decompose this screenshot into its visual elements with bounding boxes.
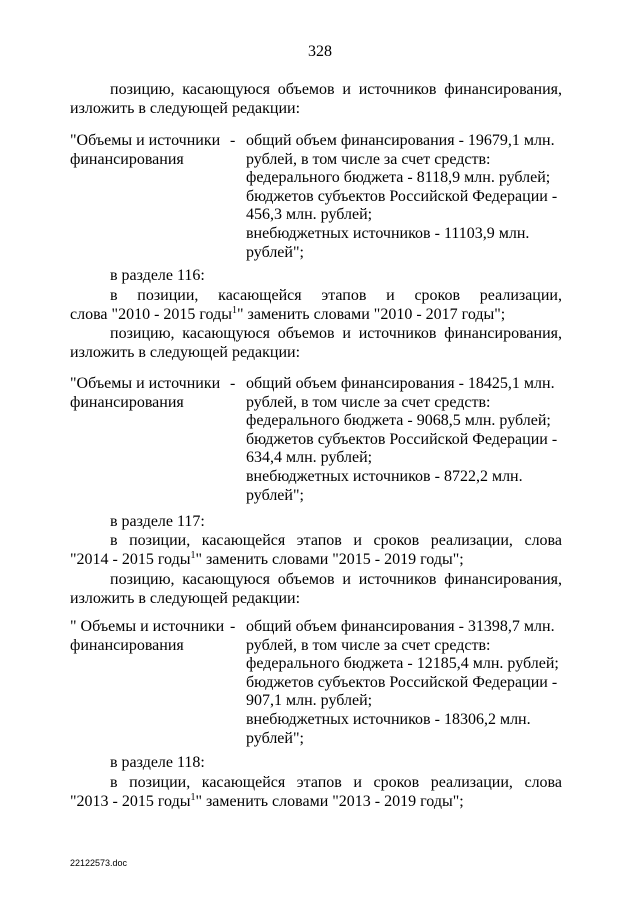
paragraph-line: изложить в следующей редакции: — [70, 590, 301, 607]
dash-separator: - — [230, 375, 236, 392]
financing-label: "Объемы и источники финансирования — [70, 375, 221, 411]
financing-block-2 — [0, 375, 640, 504]
financing-block-1 — [0, 132, 640, 261]
financing-label: "Объемы и источники финансирования — [70, 132, 221, 168]
dash-separator: - — [230, 132, 236, 149]
paragraph-line: позицию, касающуюся объемов и источников финансирования, — [110, 571, 562, 588]
paragraph-line: "2014 - 2015 годы$^1$" заменить словами "2015 - 2019 годы"; — [70, 550, 464, 568]
financing-values: общий объем финансирования - 19679,1 млн. рублей, в том числе за счет средств: федерального бюджета - 8118,9 млн. рублей; бюджетов субъектов Российской Федерации - 456,3 млн. рублей; внебюджетных источников - 11103,9 млн. рублей"; — [246, 132, 558, 261]
paragraph-line: изложить в следующей редакции: — [70, 344, 301, 361]
paragraph-line: изложить в следующей редакции: — [70, 100, 301, 117]
paragraph-line: в позиции, касающейся этапов и сроков реализации, слова — [110, 774, 562, 791]
paragraph-line: позицию, касающуюся объемов и источников финансирования, — [110, 325, 562, 342]
financing-values: общий объем финансирования - 31398,7 млн. рублей, в том числе за счет средств: федерального бюджета - 12185,4 млн. рублей; бюджетов субъектов Российской Федерации - 907,1 млн. рублей; внебюджетных источников - 18306,2 млн. рублей"; — [246, 618, 559, 747]
page-number: 328 — [308, 43, 332, 60]
document-filename: 22122573.doc — [70, 858, 128, 868]
section-heading: в разделе 116: — [110, 267, 205, 284]
paragraph-line: "2013 - 2015 годы$^1$" заменить словами "2013 - 2019 годы"; — [70, 792, 464, 810]
paragraph-line: в позиции, касающейся этапов и сроков реализации, слова — [110, 532, 562, 549]
financing-values: общий объем финансирования - 18425,1 млн. рублей, в том числе за счет средств: федерального бюджета - 9068,5 млн. рублей; бюджетов субъектов Российской Федерации - 634,4 млн. рублей; внебюджетных источников - 8722,2 млн. рублей"; — [246, 375, 558, 504]
section-heading: в разделе 118: — [110, 754, 205, 771]
paragraph-line: позицию, касающуюся объемов и источников финансирования, — [110, 81, 562, 98]
financing-label: " Объемы и источники финансирования — [70, 618, 225, 654]
paragraph-line: в позиции, касающейся этапов и сроков реализации, — [110, 287, 562, 304]
paragraph-line: слова "2010 - 2015 годы$^1$" заменить словами "2010 - 2017 годы"; — [70, 305, 506, 323]
section-heading: в разделе 117: — [110, 513, 205, 530]
financing-block-3 — [0, 618, 640, 747]
dash-separator: - — [230, 618, 236, 635]
